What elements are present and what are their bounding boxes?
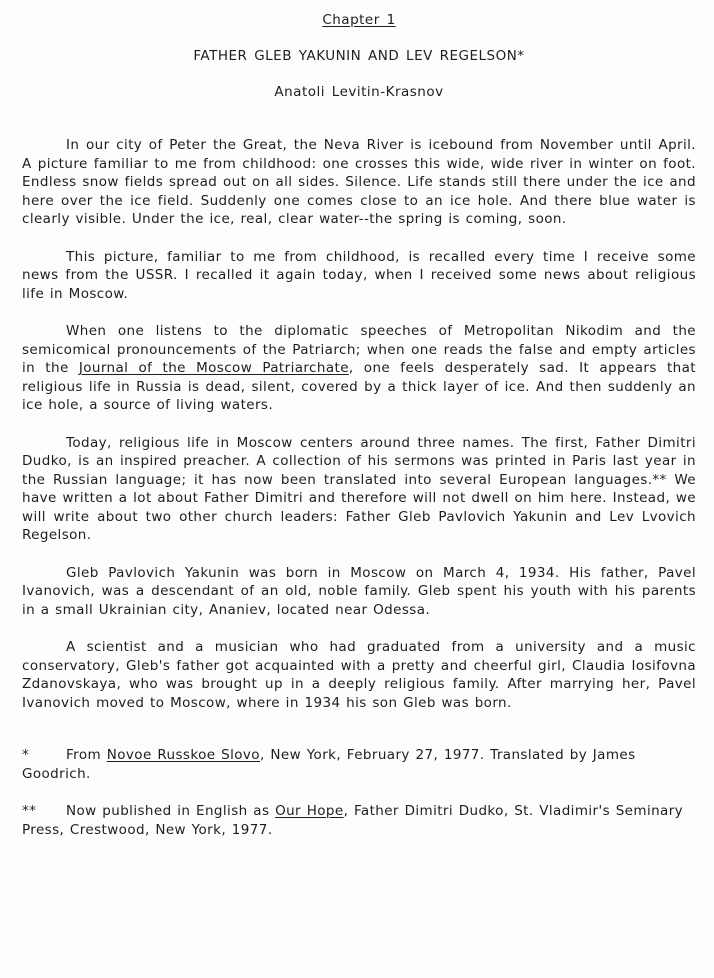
paragraph-3 <box>22 322 696 415</box>
chapter-heading: Chapter 1 <box>322 12 396 28</box>
paragraph-3-text-a: When one listens to the diplomatic speeches of Metropolitan Nikodim and the semicomical pronouncements of the Patriarch; when one reads the false and empty articles in the <box>22 322 696 377</box>
footnote-2-text-b: , Father Dimitri Dudko, St. Vladimir's Seminary Press, Crestwood, New York, 1977. <box>22 803 684 838</box>
footnote-2-mark: ** <box>22 803 37 820</box>
paragraph-5: Gleb Pavlovich Yakunin was born in Moscow on March 4, 1934. His father, Pavel Ivanovich, was a descendant of an old, noble family. Gleb spent his youth with his parents in a small Ukrainian city, Ananiev, located near Odessa. <box>22 564 696 618</box>
footnote-1-text-a: From <box>66 747 107 764</box>
paragraph-6: A scientist and a musician who had graduated from a university and a music conservatory, Gleb's father got acquainted with a pretty and cheerful girl, Claudia Iosifovna Zdanovskaya, who was brought up in a deeply religious family. After marrying her, Pavel Ivanovich moved to Moscow, where in 1934 his son Gleb was born. <box>22 639 696 711</box>
footnote-2 <box>22 802 696 839</box>
footnote-1-mark: * <box>22 747 30 764</box>
paragraph-2: This picture, familiar to me from childhood, is recalled every time I receive some news from the USSR. I recalled it again today, when I received some news about religious life in Moscow. <box>22 248 696 302</box>
body-text <box>22 136 696 712</box>
footnote-2-text-a: Now published in English as <box>66 803 276 820</box>
footnotes <box>22 746 696 839</box>
journal-title: Journal of the Moscow Patriarchate <box>78 360 349 377</box>
paragraph-1: In our city of Peter the Great, the Neva River is icebound from November until April. A picture familiar to me from childhood: one crosses this wide, wide river in winter on foot. Endless snow fields spread out on all sides. Silence. Life stands still there under the ice and here over the ice field. Suddenly one comes close to an ice hole. And there blue water is clearly visible. Under the ice, real, clear water--the spring is coming, soon. <box>22 137 696 228</box>
paragraph-3-text-b: , one feels desperately sad. It appears that religious life in Russia is dead, silent, covered by a thick layer of ice. And then suddenly an ice hole, a source of living waters. <box>22 360 696 414</box>
footnote-2-book: Our Hope <box>275 803 344 820</box>
paragraph-4: Today, religious life in Moscow centers around three names. The first, Father Dimitri Dudko, is an inspired preacher. A collection of his sermons was printed in Paris last year in the Russian language; it has now been translated into several European languages.** We have written a lot about Father Dimitri and therefore will not dwell on him here. Instead, we will write about two other church leaders: Father Gleb Pavlovich Yakunin and Lev Lvovich Regelson. <box>22 434 696 544</box>
footnote-1-source: Novoe Russkoe Slovo <box>106 747 260 764</box>
chapter-title: FATHER GLEB YAKUNIN AND LEV REGELSON* <box>193 48 525 64</box>
author-name: Anatoli Levitin-Krasnov <box>274 84 444 100</box>
footnote-1 <box>22 746 696 783</box>
footnote-1-text-b: , New York, February 27, 1977. Translated by James Goodrich. <box>22 747 636 782</box>
